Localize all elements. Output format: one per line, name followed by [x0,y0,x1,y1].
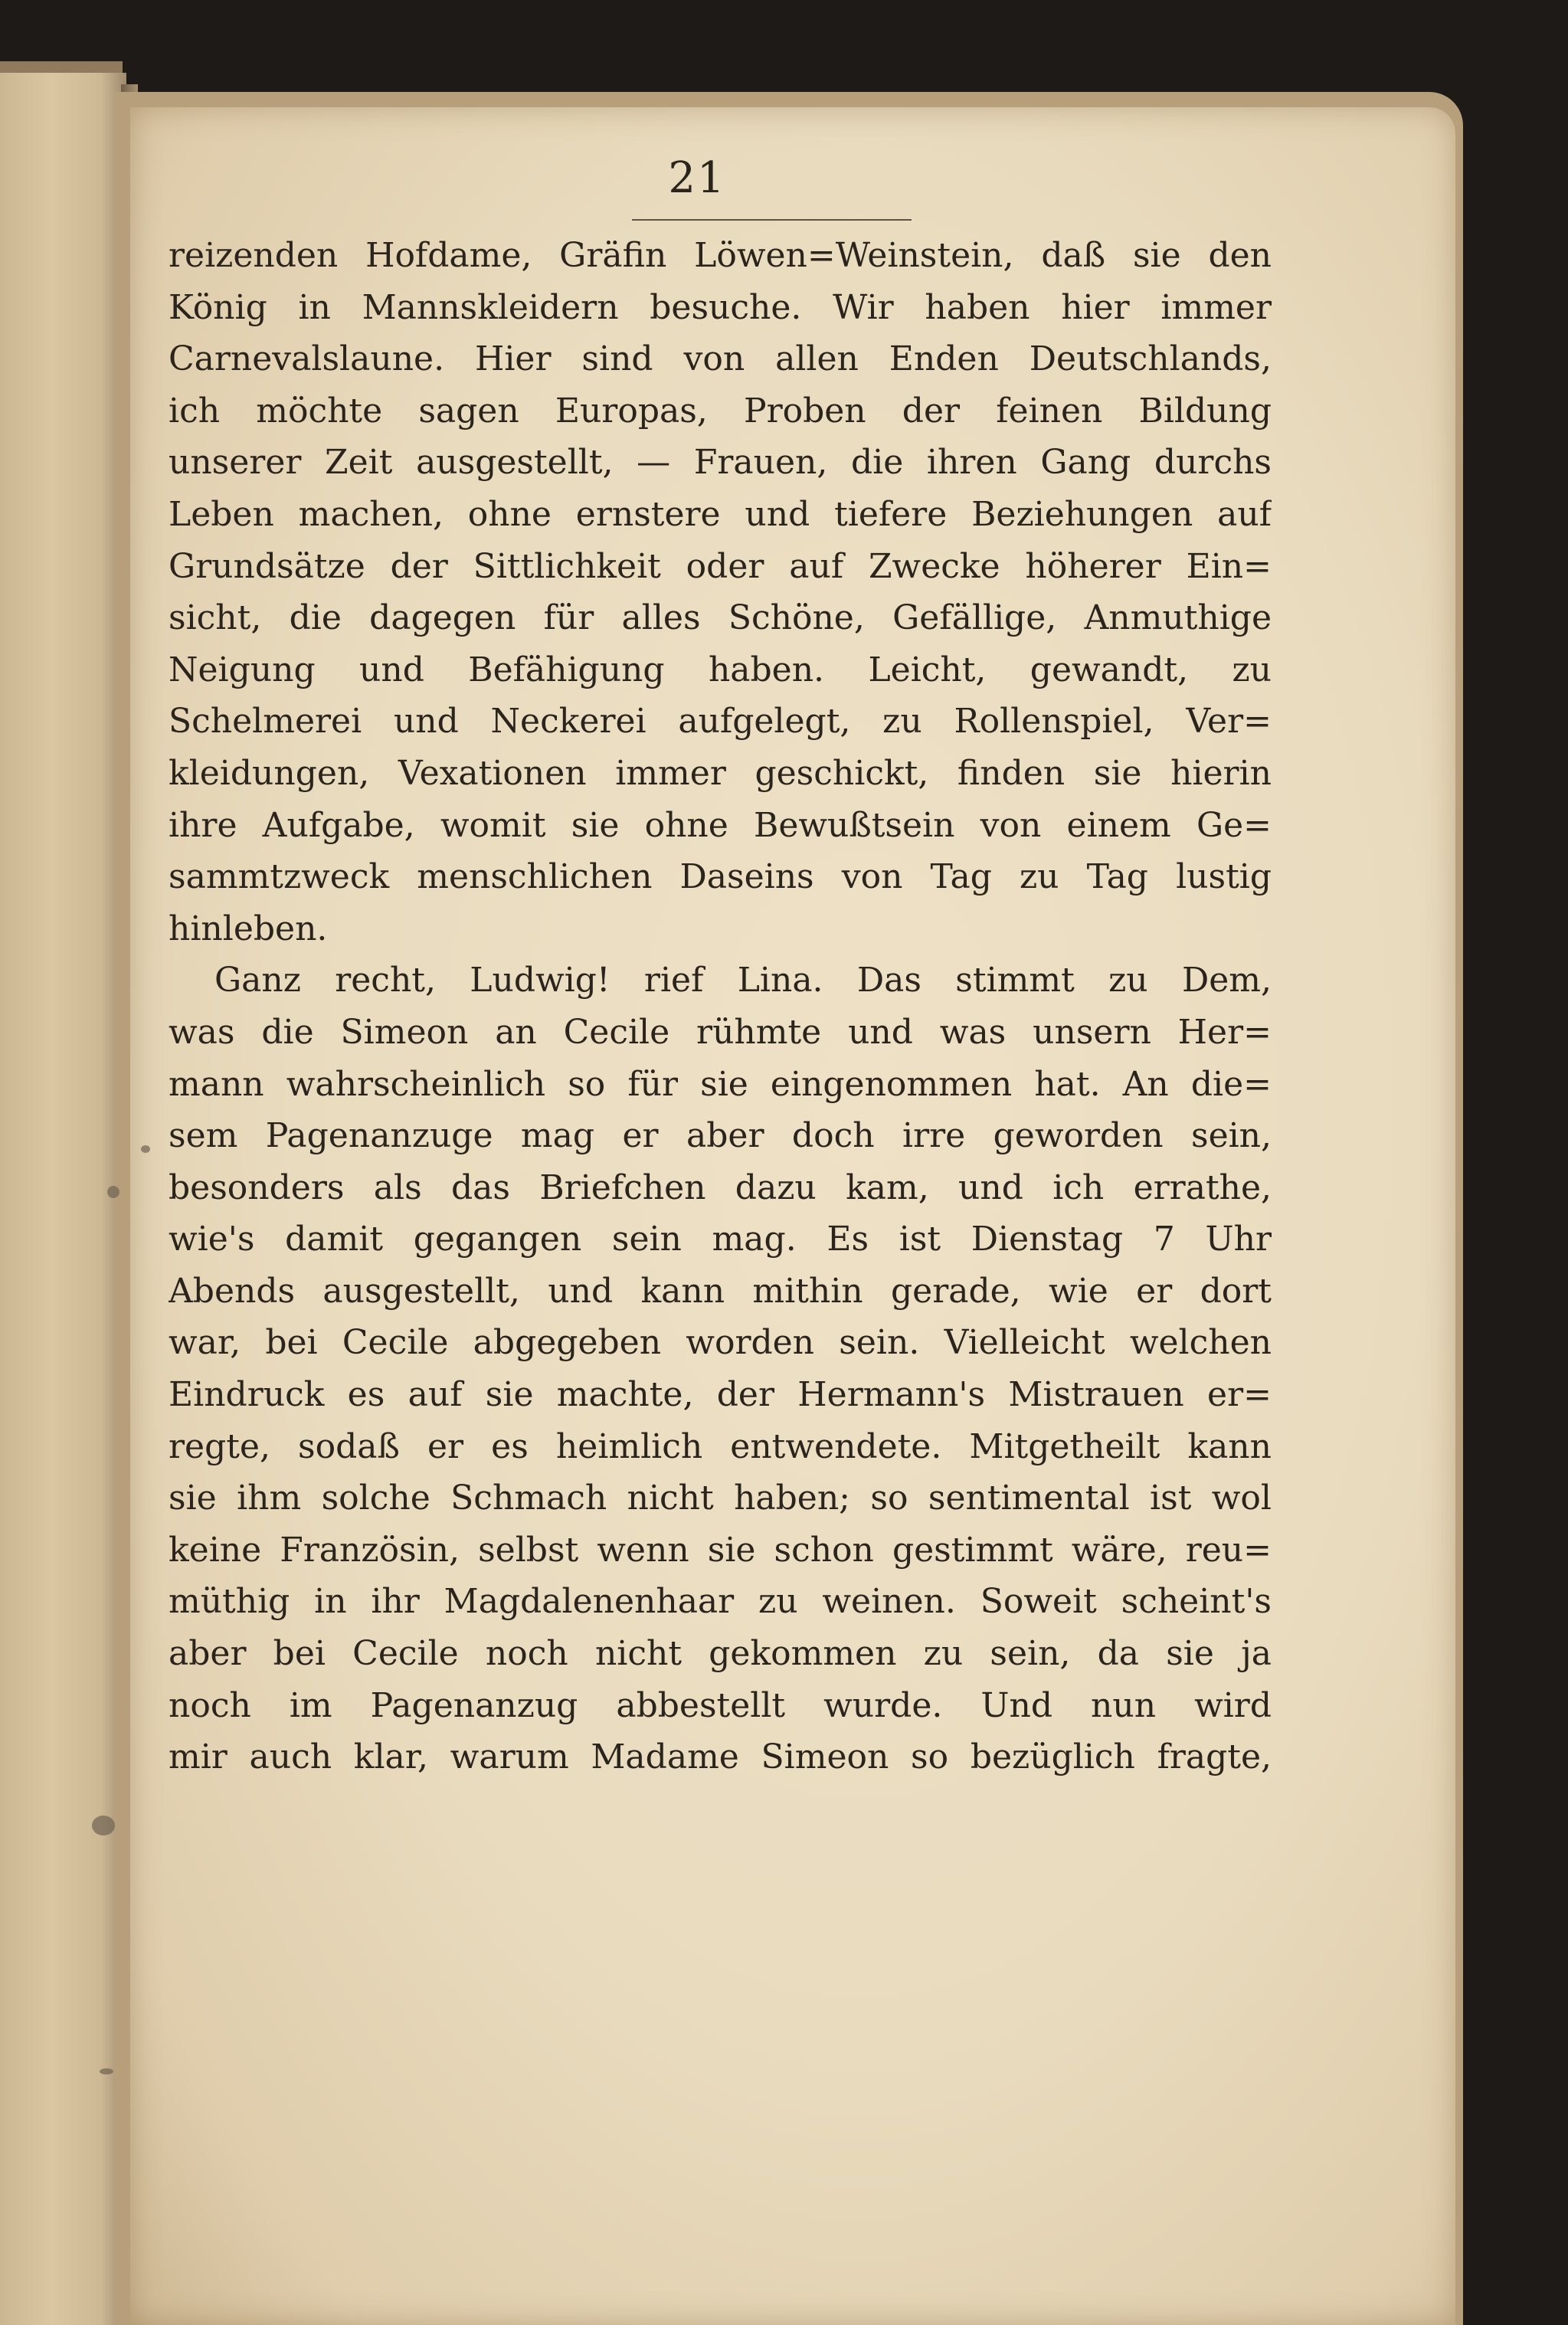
text-line: Schelmerei und Neckerei aufgelegt, zu Rollenspiel, Ver= [169,702,1272,742]
text-line: sem Pagenanzuge mag er aber doch irre geworden sein, [169,1116,1272,1156]
ink-blot [100,2068,113,2074]
text-line: aber bei Cecile noch nicht gekommen zu sein, da sie ja [169,1634,1272,1674]
text-line: sicht, die dagegen für alles Schöne, Gefällige, Anmuthige [169,598,1272,638]
text-line: König in Mannskleidern besuche. Wir haben hier immer [169,287,1272,327]
text-line: noch im Pagenanzug abbestellt wurde. Und nun wird [169,1685,1272,1725]
text-line: sammtzweck menschlichen Daseins von Tag zu Tag lustig [169,857,1272,897]
text-line: Leben machen, ohne ernstere und tiefere Beziehungen auf [169,494,1272,534]
text-line: Eindruck es auf sie machte, der Hermann's Mistrauen er= [169,1375,1272,1415]
text-line: besonders als das Briefchen dazu kam, und ich errathe, [169,1167,1272,1207]
text-line: Abends ausgestellt, und kann mithin gerade, wie er dort [169,1271,1272,1311]
text-line: was die Simeon an Cecile rühmte und was unsern Her= [169,1012,1272,1052]
text-line: müthig in ihr Magdalenenhaar zu weinen. Soweit scheint's [169,1582,1272,1622]
text-line: regte, sodaß er es heimlich entwendete. Mitgetheilt kann [169,1426,1272,1466]
text-line: Ganz recht, Ludwig! rief Lina. Das stimmt zu Dem, [214,961,1272,1000]
text-line: ich möchte sagen Europas, Proben der feinen Bildung [169,391,1272,431]
facing-page-edge [0,73,126,2325]
text-line: Carnevalslaune. Hier sind von allen Enden Deutschlands, [169,339,1272,379]
text-line: mann wahrscheinlich so für sie eingenommen hat. An die= [169,1064,1272,1104]
text-line: reizenden Hofdame, Gräfin Löwen=Weinstein, daß sie den [169,236,1272,275]
body-text [169,230,1272,1783]
ink-blot [107,1186,119,1198]
text-line: kleidungen, Vexationen immer geschickt, finden sie hierin [169,753,1272,793]
text-line: hinleben. [169,909,328,948]
text-line: sie ihm solche Schmach nicht haben; so sentimental ist wol [169,1479,1272,1518]
text-line: war, bei Cecile abgegeben worden sein. Vielleicht welchen [169,1323,1272,1363]
text-line: keine Französin, selbst wenn sie schon gestimmt wäre, reu= [169,1530,1272,1570]
ink-blot [141,1145,150,1153]
text-line: wie's damit gegangen sein mag. Es ist Dienstag 7 Uhr [169,1220,1272,1259]
header-rule [632,219,912,221]
text-line: ihre Aufgabe, womit sie ohne Bewußtsein von einem Ge= [169,805,1272,845]
ink-blot [92,1816,115,1835]
text-line: Neigung und Befähigung haben. Leicht, gewandt, zu [169,650,1272,689]
text-line: mir auch klar, warum Madame Simeon so bezüglich fragte, [169,1737,1272,1777]
page-number: 21 [668,153,726,203]
text-line: Grundsätze der Sittlichkeit oder auf Zwecke höherer Ein= [169,546,1272,586]
text-line: unserer Zeit ausgestellt, — Frauen, die ihren Gang durchs [169,443,1272,483]
